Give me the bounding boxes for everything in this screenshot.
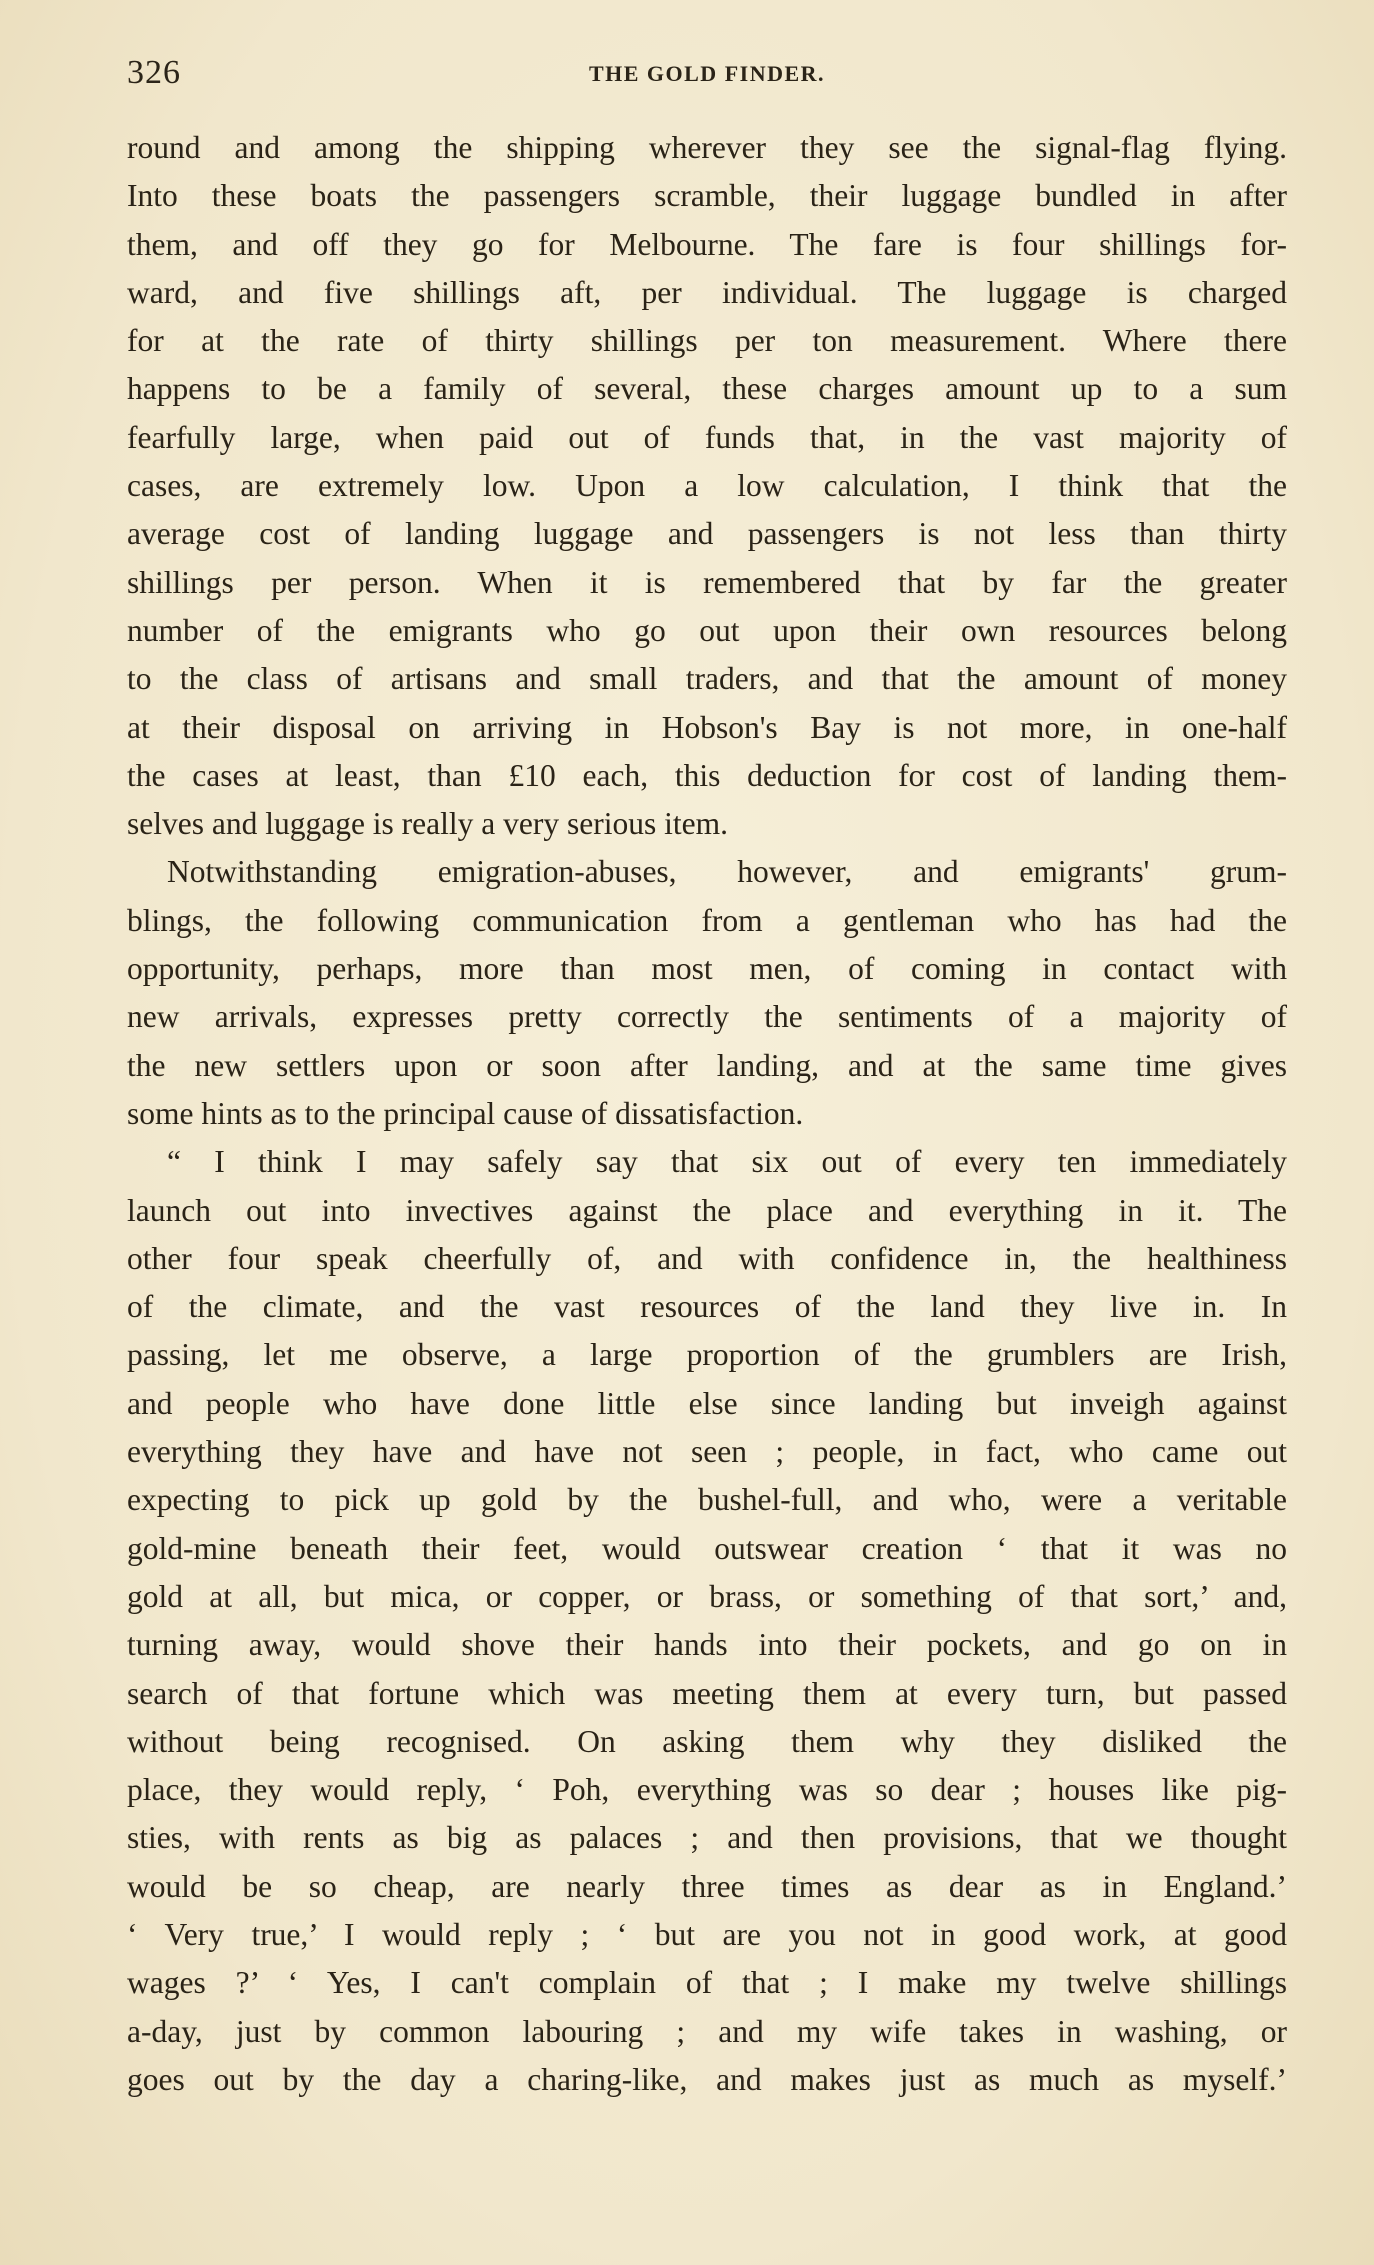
text-line: ‘ Very true,’ I would reply ; ‘ but are you not in good work, at good — [127, 1916, 1287, 1952]
text-line: search of that fortune which was meeting them at every turn, but passed — [127, 1675, 1287, 1711]
text-line: to the class of artisans and small traders, and that the amount of money — [127, 661, 1287, 697]
text-line: gold at all, but mica, or copper, or brass, or something of that sort,’ and, — [127, 1578, 1287, 1614]
text-line: passing, let me observe, a large proportion of the grumblers are Irish, — [127, 1337, 1287, 1373]
text-line: ward, and five shillings aft, per individual. The luggage is charged — [127, 274, 1287, 310]
text-line: at their disposal on arriving in Hobson's Bay is not more, in one-half — [127, 709, 1287, 745]
text-line: launch out into invectives against the place and everything in it. The — [127, 1192, 1287, 1228]
text-line: opportunity, perhaps, more than most men, of coming in contact with — [127, 951, 1287, 987]
text-line: a-day, just by common labouring ; and my wife takes in washing, or — [127, 2013, 1287, 2049]
text-line: some hints as to the principal cause of dissatisfaction. — [127, 1095, 804, 1131]
text-line: wages ?’ ‘ Yes, I can't complain of that ; I make my twelve shillings — [127, 1965, 1287, 2001]
text-line: number of the emigrants who go out upon their own resources belong — [127, 612, 1287, 648]
text-line: shillings per person. When it is remembered that by far the greater — [127, 564, 1287, 600]
text-line: blings, the following communication from a gentleman who has had the — [127, 902, 1287, 938]
page-number: 326 — [127, 54, 181, 91]
text-line: them, and off they go for Melbourne. The fare is four shillings for- — [127, 226, 1287, 262]
text-line: the new settlers upon or soon after landing, and at the same time gives — [127, 1047, 1287, 1083]
text-line: cases, are extremely low. Upon a low calculation, I think that the — [127, 468, 1287, 504]
paragraph-start-line: “ I think I may safely say that six out of every ten immediately — [167, 1144, 1287, 1180]
text-line: fearfully large, when paid out of funds that, in the vast majority of — [127, 419, 1287, 455]
running-title: THE GOLD FINDER. — [588, 61, 826, 86]
text-line: selves and luggage is really a very serious item. — [127, 806, 728, 842]
text-line: goes out by the day a charing-like, and makes just as much as myself.’ — [127, 2061, 1287, 2097]
text-line: new arrivals, expresses pretty correctly the sentiments of a majority of — [127, 999, 1287, 1035]
text-line: would be so cheap, are nearly three times as dear as in England.’ — [127, 1868, 1287, 1904]
text-line: sties, with rents as big as palaces ; and then provisions, that we thought — [127, 1820, 1287, 1856]
text-line: round and among the shipping wherever they see the signal-flag flying. — [127, 130, 1287, 165]
text-line: turning away, would shove their hands into their pockets, and go on in — [127, 1627, 1287, 1663]
body-text — [127, 124, 1287, 2104]
text-line: and people who have done little else since landing but inveigh against — [127, 1385, 1287, 1421]
text-line: expecting to pick up gold by the bushel-full, and who, were a veritable — [127, 1482, 1287, 1518]
text-line: place, they would reply, ‘ Poh, everything was so dear ; houses like pig- — [127, 1772, 1287, 1808]
text-line: without being recognised. On asking them why they disliked the — [127, 1723, 1287, 1759]
running-head — [127, 54, 1287, 100]
text-line: other four speak cheerfully of, and with confidence in, the healthiness — [127, 1240, 1287, 1276]
text-line: average cost of landing luggage and passengers is not less than thirty — [127, 516, 1287, 552]
text-line: everything they have and have not seen ; people, in fact, who came out — [127, 1434, 1287, 1470]
text-line: of the climate, and the vast resources of the land they live in. In — [127, 1289, 1287, 1325]
text-line: happens to be a family of several, these charges amount up to a sum — [127, 371, 1287, 407]
text-line: for at the rate of thirty shillings per ton measurement. Where there — [127, 323, 1287, 359]
text-line: the cases at least, than £10 each, this deduction for cost of landing them- — [127, 757, 1287, 793]
text-line: Into these boats the passengers scramble, their luggage bundled in after — [127, 178, 1287, 214]
paragraph-start-line: Notwithstanding emigration-abuses, however, and emigrants' grum- — [167, 854, 1287, 890]
text-line: gold-mine beneath their feet, would outswear creation ‘ that it was no — [127, 1530, 1287, 1566]
